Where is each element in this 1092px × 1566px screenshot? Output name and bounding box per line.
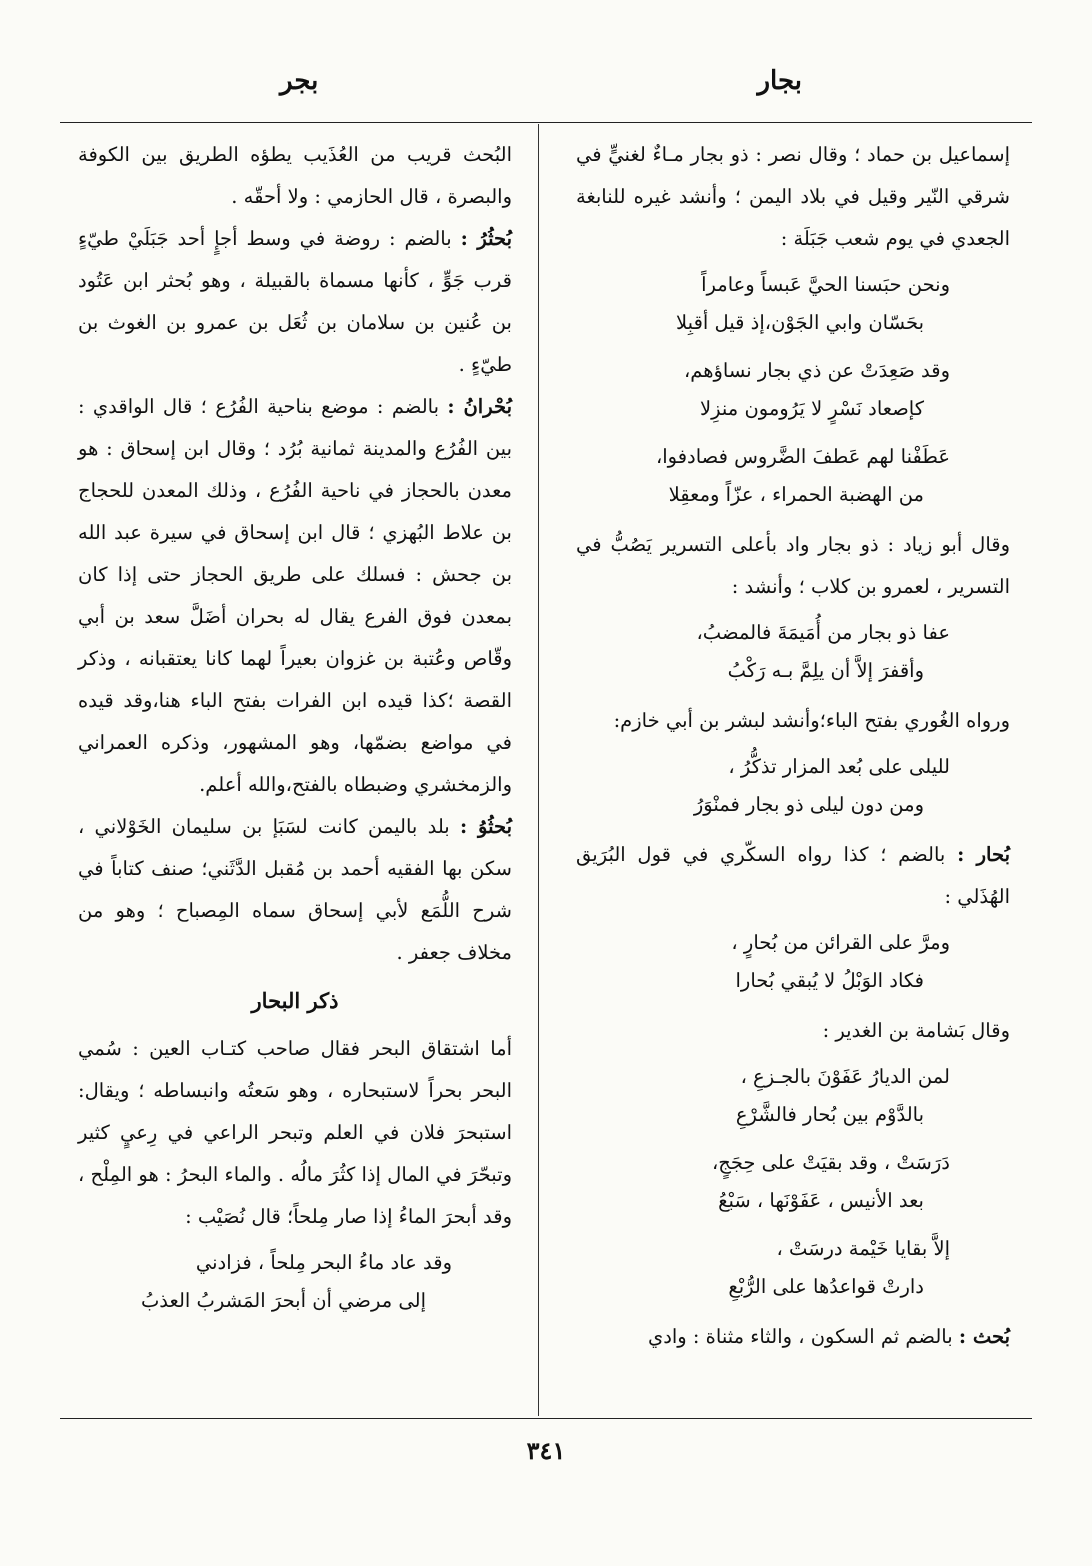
header-rule — [60, 122, 1032, 123]
right-column — [576, 134, 1010, 1358]
footer-rule — [60, 1418, 1032, 1419]
verse-line: عَطَفْنا لهم عَطفَ الضَّروس فصادفوا، — [655, 445, 950, 468]
verse-line: كإصعاد نَسْرٍ لا يَرُومون منزِلا — [700, 397, 924, 420]
entry-paragraph — [576, 1316, 1010, 1358]
paragraph: وقال بَشامة بن الغدير : — [822, 1019, 1010, 1042]
entry-paragraph — [78, 218, 512, 386]
entry-text: بالضم : موضع بناحية الفُرُع ؛ قال الواقدي : بين الفُرُع والمدينة ثمانية بُرُد ؛ وقال ابن إسحاق : هو معدن بالحجاز في ناحية الفُرُع ، وذلك المعدن للحجاج بن علاط البُهزي ؛ قال ابن إسحاق في سيرة عبد الله بن جحش : فسلك على طريق الحجاز حتى إذا كان بمعدن فوق الفرع يقال له بحران أضَلَّ سعد بن أبي وقّاص وعُتبة بن غزوان بعيراً لهما كانا يعتقبانه ، وذكر القصة ؛كذا قيده ابن الفرات بفتح الباء هنا،وقد قيده في مواضع بضمّها، وهو المشهور، وذكره العمراني والزمخشري وضبطاه بالفتح،والله أعلم. — [78, 395, 512, 796]
verse-line: لمن الديارُ عَفَوْنَ بالجـزعِ ، — [740, 1065, 950, 1088]
verse-line: دَرَسَتْ ، وقد بقيَتْ على حِجَجٍ، — [711, 1151, 950, 1174]
paragraph: إسماعيل بن حماد ؛ وقال نصر : ذو بجار مـاءٌ لغنيٍّ في شرقي النّير وقيل في بلاد اليمن ؛ وأنشد غيره للنابغة الجعدي في يوم شعب جَبَلَة : — [576, 143, 1010, 250]
left-column — [78, 134, 512, 1330]
entry-text: بالضم ؛ كذا رواه السكّري في قول البُرَيق الهُذَلي : — [576, 843, 1010, 908]
verse-line: ومن دون ليلى ذو بجار فمنْوَرُ — [693, 793, 924, 816]
headword: بُحث : — [958, 1325, 1010, 1348]
verse — [576, 1058, 1010, 1134]
verse-line: ونحن حبَسنا الحيَّ عَبساً وعامراً — [701, 273, 950, 296]
column-divider — [538, 124, 539, 1416]
verse-line: وقد صَعِدَتْ عن ذي بجار نساؤهم، — [683, 359, 950, 382]
verse-line: ومرَّ على القرائن من بُحارٍ ، — [731, 931, 950, 954]
verse — [576, 924, 1010, 1000]
verse-line: لليلى على بُعد المزار تذكُّرُ ، — [728, 755, 950, 778]
verse-line: إلاَّ بقايا خَيْمة درسَتْ ، — [776, 1237, 950, 1260]
verse — [576, 1144, 1010, 1220]
entry-text: بالضم : روضة في وسط أجإٍ أحد جَبَلَيْ طيّءٍ قرب جَوٍّ ، كأنها مسماة بالقبيلة ، وهو بُحثر ابن عَتُود بن عُنين بن سلامان بن ثُعَل بن عمرو بن الغوث بن طيّءٍ . — [78, 227, 512, 376]
header-word-left: بجر — [280, 66, 319, 96]
headword: بُحار : — [957, 843, 1010, 866]
verse — [576, 614, 1010, 690]
verse-line: وقد عاد ماءُ البحر مِلحاً ، فزادني — [195, 1251, 452, 1274]
entry-text: بالضم ثم السكون ، والثاء مثناة : وادي — [647, 1325, 959, 1348]
verse-line: عفا ذو بجار من أُمَيمَةَ فالمضبُ، — [696, 621, 950, 644]
verse-line: إلى مرضي أن أبحرَ المَشربُ العذبُ — [140, 1289, 426, 1312]
entry-paragraph — [78, 806, 512, 974]
verse-line: من الهضبة الحمراء ، عزّاً ومعقِلا — [668, 483, 924, 506]
verse-line: بحَسّان وابي الجَوْن،إذ قيل أقبِلا — [676, 311, 924, 334]
verse-line: بالدَّوْم بين بُحار فالشَّرْعِ — [735, 1103, 924, 1126]
verse — [576, 266, 1010, 342]
verse-line: بعد الأنيس ، عَفَوْنَها ، سَبْعُ — [718, 1189, 924, 1212]
verse — [78, 1244, 512, 1320]
verse — [576, 352, 1010, 428]
headword: بُحثُرُ : — [460, 227, 512, 250]
entry-paragraph — [576, 834, 1010, 918]
headword: بُحثُوُ : — [459, 815, 512, 838]
verse — [576, 748, 1010, 824]
entry-text: بلد باليمن كانت لسَبَإ بن سليمان الخَوْلاني ، سكن بها الفقيه أحمد بن مُقبل الدَّثَني؛ صنف كتاباً في شرح اللُّمَع لأبي إسحاق سماه المِصباح ؛ وهو من مخلاف جعفر . — [78, 815, 512, 964]
header-word-right: بجار — [757, 66, 802, 96]
paragraph: ورواه الغُوري بفتح الباء؛وأنشد لبشر بن أبي خازم: — [613, 709, 1010, 732]
verse-line: فكاد الوَبْلُ لا يُبقي بُحارا — [735, 969, 924, 992]
verse-line: دارتْ قواعدُها على الرُّبْعِ — [728, 1275, 924, 1298]
entry-paragraph — [78, 386, 512, 806]
paragraph: أما اشتقاق البحر فقال صاحب كتـاب العين : سُمي البحر بحراً لاستبحاره ، وهو سَعتُه وانبساطه ؛ ويقال: استبحرَ فلان في العلم وتبحر الراعي في رِعيٍ كثير وتبحّرَ في المال إذا كثُرَ مالُه . والماء البحرُ : هو المِلْح ، وقد أبحرَ الماءُ إذا صار مِلحاً؛ قال نُصَيْب : — [78, 1037, 512, 1228]
paragraph: وقال أبو زياد : ذو بجار واد بأعلى التسرير يَصُبُّ في التسرير ، لعمرو بن كلاب ؛ وأنشد : — [576, 533, 1010, 598]
verse — [576, 1230, 1010, 1306]
section-heading: ذكر البحار — [251, 988, 339, 1013]
verse — [576, 438, 1010, 514]
page-number: ٣٤١ — [526, 1436, 566, 1465]
verse-line: وأقفرَ إلاَّ أن يلِمَّ بـه رَكْبُ — [727, 659, 924, 682]
headword: بُحْرانُ : — [447, 395, 512, 418]
paragraph: البُحث قريب من العُذَيب يطؤه الطريق بين الكوفة والبصرة ، قال الحازمي : ولا أحقّه . — [78, 143, 512, 208]
running-header — [60, 66, 1032, 114]
